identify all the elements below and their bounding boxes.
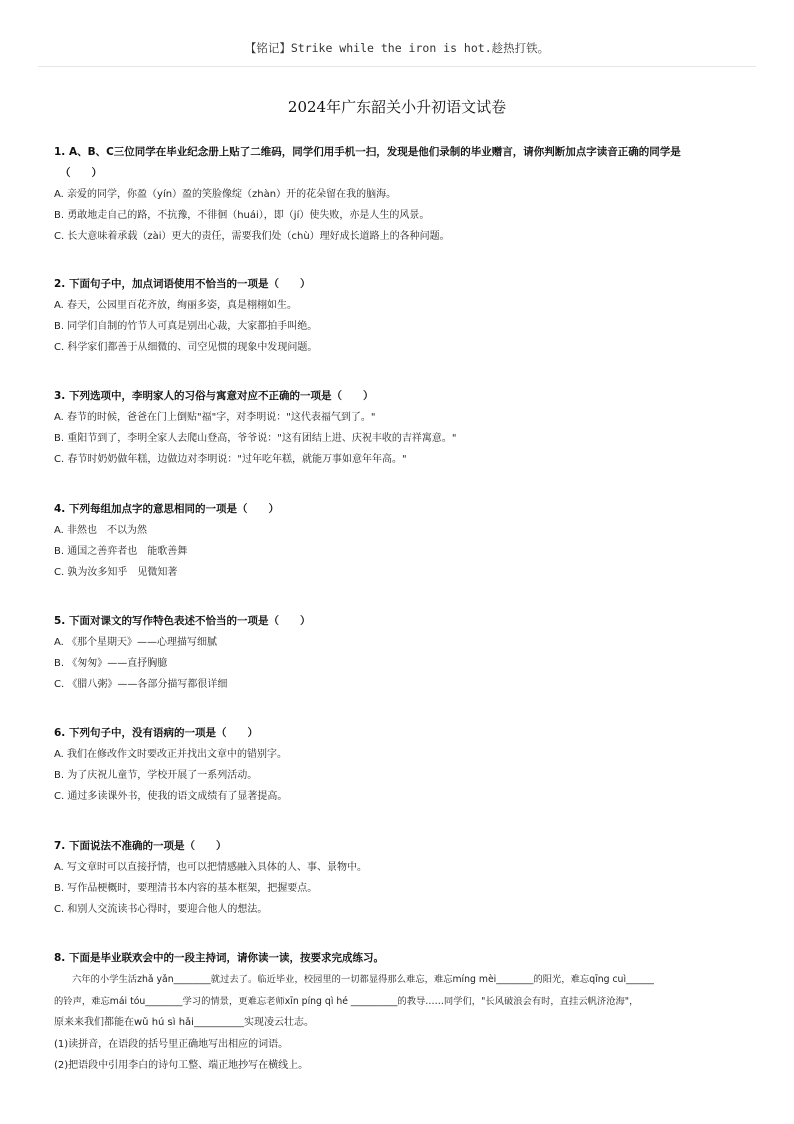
- question-3: [54, 386, 754, 470]
- option-b: B. 通国之善弈者也 能歌善舞: [54, 546, 188, 557]
- option-a: A. 我们在修改作文时要改正并找出文章中的错别字。: [54, 749, 288, 760]
- passage-line-3: 原来来我们都能在wǔ hú sì hǎi__________实现凌云壮志。: [54, 1017, 314, 1028]
- passage-line-2: 的铃声，难忘mái tóu________学习的情景，更难忘老师xīn píng qì hé __________的教导……同学们，"长风破浪会有时，直挂云帆济沧海"，: [54, 995, 639, 1007]
- option-c: C. 和别人交流读书心得时，要迎合他人的想法。: [54, 904, 268, 915]
- option-b: B. 同学们自制的竹节人可真是别出心裁，大家都拍手叫绝。: [54, 321, 318, 332]
- question-4: [54, 499, 754, 583]
- passage-line-1: 六年的小学生活zhǎ yǎn________就过去了。临近毕业，校园里的一切都显得那么难忘，难忘míng mèi________的阳光，难忘qīng cuì______: [72, 974, 654, 985]
- option-b: B. 勇敢地走自己的路，不抗豫，不徘徊（huái），即（jí）使失败，亦是人生的风景。: [54, 210, 430, 221]
- option-a: A. 《那个星期天》——心理描写细腻: [54, 637, 218, 648]
- question-header: 7. 下面说法不准确的一项是（ ）: [54, 840, 227, 852]
- answer-paren: （ ）: [60, 167, 102, 179]
- option-a: A. 非然也 不以为然: [54, 525, 148, 536]
- question-header: 5. 下面对课文的写作特色表述不恰当的一项是（ ）: [54, 615, 311, 627]
- question-2: [54, 274, 754, 358]
- question-7: [54, 836, 754, 920]
- option-c: C. 《腊八粥》——各部分描写都很详细: [54, 679, 228, 690]
- option-b: B. 为了庆祝儿童节，学校开展了一系列活动。: [54, 770, 258, 781]
- question-5: [54, 611, 754, 695]
- option-a: A. 亲爱的同学，你盈（yín）盈的笑脸像绽（zhàn）开的花朵留在我的脑海。: [54, 189, 397, 200]
- question-6: [54, 723, 754, 807]
- option-c: C. 长大意味着承载（zài）更大的责任，需要我们处（chù）理好成长道路上的各种问题。: [54, 231, 450, 242]
- question-header: 3. 下列选项中，李明家人的习俗与寓意对应不正确的一项是（ ）: [54, 390, 374, 402]
- option-a: A. 春节的时候，爸爸在门上倒贴"福"字，对李明说："这代表福气到了。": [54, 412, 376, 423]
- question-header: 6. 下列句子中，没有语病的一项是（ ）: [54, 727, 258, 739]
- motto-header: 【铭记】Strike while the iron is hot.趁热打铁。: [244, 41, 550, 55]
- page-title: 2024年广东韶关小升初语文试卷: [287, 98, 507, 116]
- question-1: [54, 142, 754, 247]
- sub-question-1: (1)读拼音，在语段的括号里正确地写出相应的词语。: [54, 1038, 289, 1050]
- option-a: A. 写文章时可以直接抒情，也可以把情感融入具体的人、事、景物中。: [54, 862, 368, 873]
- question-8: [54, 948, 754, 1076]
- option-c: C. 孰为汝多知乎 见微知著: [54, 567, 178, 578]
- option-b: B. 《匆匆》——直抒胸臆: [54, 658, 168, 669]
- question-header: 4. 下列每组加点字的意思相同的一项是（ ）: [54, 503, 279, 515]
- option-a: A. 春天，公园里百花齐放，绚丽多姿，真是栩栩如生。: [54, 300, 298, 311]
- question-header: 2. 下面句子中，加点词语使用不恰当的一项是（ ）: [54, 278, 311, 290]
- sub-question-2: (2)把语段中引用李白的诗句工整、端正地抄写在横线上。: [54, 1059, 309, 1071]
- option-c: C. 通过多读课外书，使我的语文成绩有了显著提高。: [54, 791, 288, 802]
- option-c: C. 春节时奶奶做年糕，边做边对李明说："过年吃年糕，就能万事如意年年高。": [54, 454, 407, 465]
- question-header: 8. 下面是毕业联欢会中的一段主持词，请你读一读，按要求完成练习。: [54, 952, 384, 964]
- header-divider: [38, 66, 756, 67]
- option-b: B. 写作品梗概时，要理清书本内容的基本框架，把握要点。: [54, 883, 318, 894]
- question-header: 1. A、B、C三位同学在毕业纪念册上贴了二维码，同学们用手机一扫，发现是他们录制的毕业赠言，请你判断加点字读音正确的同学是: [54, 146, 681, 158]
- option-c: C. 科学家们都善于从细微的、司空见惯的现象中发现问题。: [54, 342, 318, 353]
- option-b: B. 重阳节到了，李明全家人去爬山登高，爷爷说："这有团结上进、庆祝丰收的吉祥寓意。": [54, 433, 457, 444]
